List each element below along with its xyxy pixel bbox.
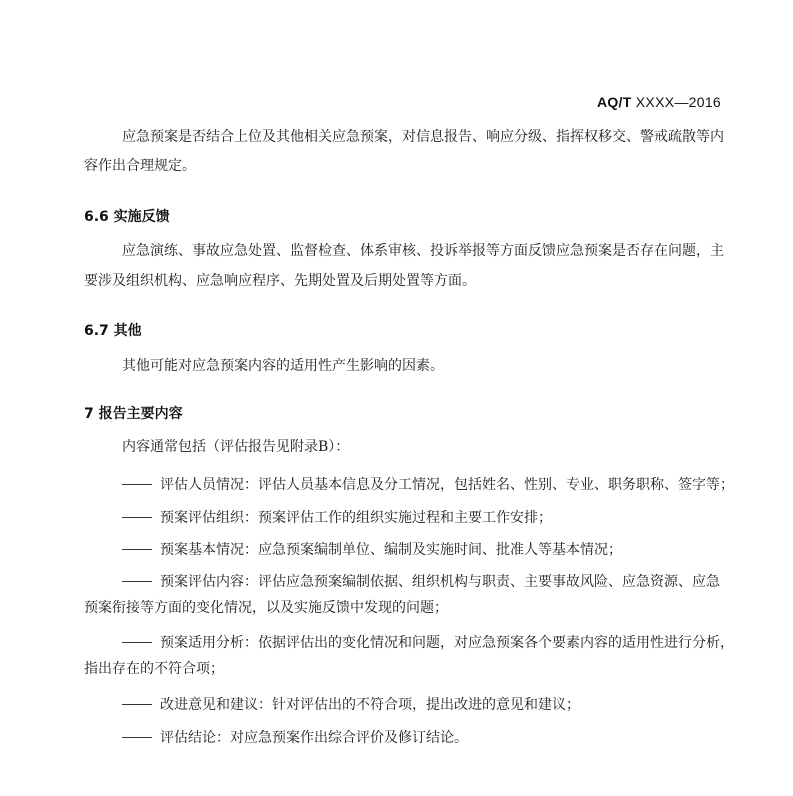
list-item-continuation: 预案衔接等方面的变化情况，以及实施反馈中发现的问题； [84,600,448,616]
section-7-intro: 内容通常包括（评估报告见附录B）： [122,439,350,455]
section-7-heading: 7 报告主要内容 [84,406,183,422]
list-item-text: 改进意见和建议：针对评估出的不符合项，提出改进的意见和建议； [160,697,580,713]
list-item-text: 预案适用分析：依据评估出的变化情况和问题，对应急预案各个要素内容的适用性进行分析， [160,635,734,651]
list-item-text: 预案基本情况：应急预案编制单位、编制及实施时间、批准人等基本情况； [160,542,622,558]
list-item-text: 预案评估内容：评估应急预案编制依据、组织机构与职责、主要事故风险、应急资源、应急 [160,574,720,590]
standard-code-prefix: AQ/T [596,94,632,110]
section-6-6-heading: 6.6 实施反馈 [84,209,170,225]
em-dash [122,517,152,518]
list-item [122,632,734,652]
section-6-7-line1: 其他可能对应急预案内容的适用性产生影响的因素。 [122,358,444,374]
standard-code [597,94,721,110]
list-item [122,727,468,747]
section-6-6-line1: 应急演练、事故应急处置、监督检查、体系审核、投诉举报等方面反馈应急预案是否存在问题，主 [122,243,724,259]
em-dash [122,642,152,643]
list-item-text: 评估人员情况：评估人员基本信息及分工情况，包括姓名、性别、专业、职务职称、签字等； [160,477,734,493]
paragraph-top-line2: 容作出合理规定。 [84,158,196,174]
list-item [122,694,580,714]
section-6-7-heading: 6.7 其他 [84,323,142,339]
paragraph-top-line1: 应急预案是否结合上位及其他相关应急预案，对信息报告、响应分级、指挥权移交、警戒疏散等内 [122,129,724,145]
list-item [122,571,720,591]
list-item [122,474,734,494]
list-item [122,539,622,559]
list-item [122,507,552,527]
em-dash [122,581,152,582]
em-dash [122,704,152,705]
list-item-text: 预案评估组织：预案评估工作的组织实施过程和主要工作安排； [160,510,552,526]
section-6-6-line2: 要涉及组织机构、应急响应程序、先期处置及后期处置等方面。 [84,273,476,289]
standard-code-suffix: XXXX—2016 [635,94,721,110]
list-item-continuation: 指出存在的不符合项； [84,661,224,677]
list-item-text: 评估结论：对应急预案作出综合评价及修订结论。 [160,730,468,746]
em-dash [122,549,152,550]
em-dash [122,484,152,485]
em-dash [122,737,152,738]
